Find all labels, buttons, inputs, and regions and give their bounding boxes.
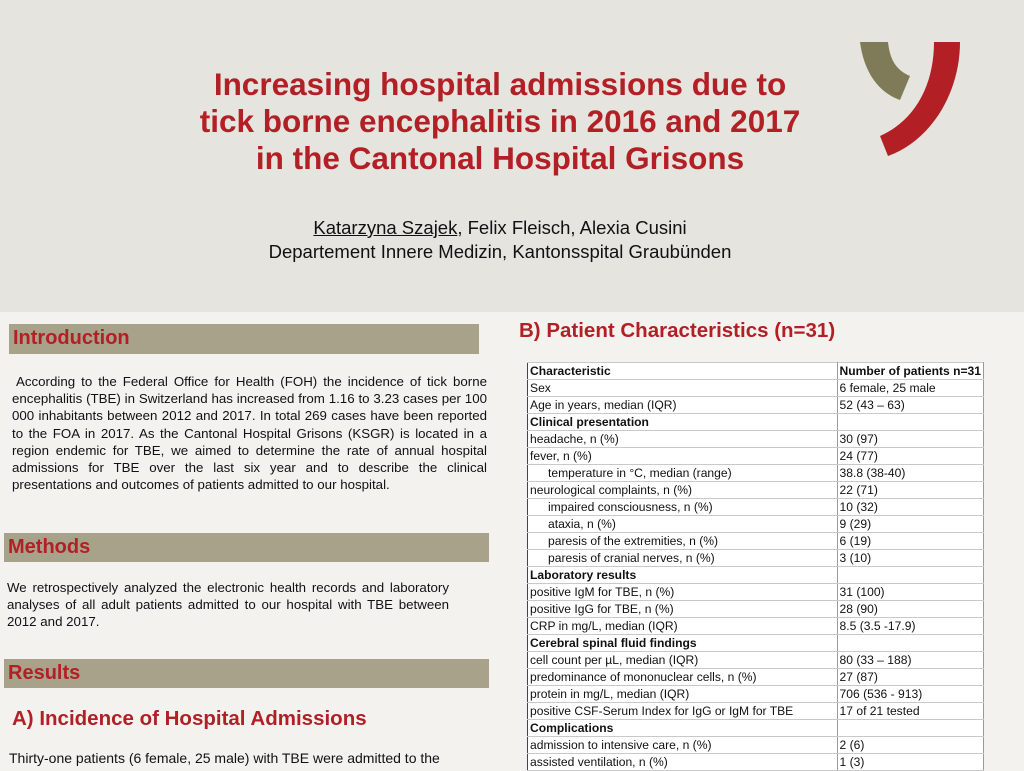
table-row (528, 703, 984, 720)
author-line (120, 216, 880, 240)
table-cell: 38.8 (38-40) (837, 465, 983, 482)
table-row (528, 601, 984, 618)
table-row (528, 499, 984, 516)
table-header-cell: Characteristic (528, 363, 838, 380)
introduction-text: According to the Federal Office for Health (FOH) the incidence of tick borne encephalitis (TBE) in Switzerland has increased from 1.16 to 3.23 cases per 100 000 inhabitants between 2012 and 2017. In total 269 cases have been reported to the FOA in 2017. As the Cantonal Hospital Grisons (KSGR) is located in a region endemic for TBE, we aimed to determine the rate of annual hospital admissions for TBE over the last six year and to describe the clinical presentations and outcomes of patients admitted to our hospital. (12, 374, 487, 493)
table-cell: Sex (528, 380, 838, 397)
table-cell: assisted ventilation, n (%) (528, 754, 838, 771)
table-section-row (528, 635, 984, 652)
table-cell: 9 (29) (837, 516, 983, 533)
results-text: Thirty-one patients (6 female, 25 male) with TBE were admitted to the (9, 750, 440, 766)
affiliation: Departement Innere Medizin, Kantonsspital Graubünden (268, 241, 732, 262)
table-row (528, 448, 984, 465)
table-cell: 6 female, 25 male (837, 380, 983, 397)
patient-characteristics-heading: B) Patient Characteristics (n=31) (519, 319, 836, 342)
table-cell: 1 (3) (837, 754, 983, 771)
table-header-row (528, 363, 984, 380)
table-cell: predominance of mononuclear cells, n (%) (528, 669, 838, 686)
table-cell: 27 (87) (837, 669, 983, 686)
table-row (528, 584, 984, 601)
table-cell: temperature in °C, median (range) (528, 465, 838, 482)
table-row (528, 431, 984, 448)
logo-olive-arc (860, 42, 910, 100)
table-cell: 30 (97) (837, 431, 983, 448)
table-row (528, 380, 984, 397)
table-cell: paresis of cranial nerves, n (%) (528, 550, 838, 567)
table-cell: positive CSF-Serum Index for IgG or IgM for TBE (528, 703, 838, 720)
table-row (528, 465, 984, 482)
introduction-heading-bar (9, 324, 479, 354)
table-row (528, 652, 984, 669)
table-cell: cell count per µL, median (IQR) (528, 652, 838, 669)
methods-heading-bar (4, 533, 489, 562)
table-cell: Clinical presentation (528, 414, 838, 431)
table-header-cell: Number of patients n=31 (837, 363, 983, 380)
table-cell: 17 of 21 tested (837, 703, 983, 720)
table-cell: 8.5 (3.5 -17.9) (837, 618, 983, 635)
title-line: in the Cantonal Hospital Grisons (255, 140, 745, 176)
table-cell: 10 (32) (837, 499, 983, 516)
table-cell: neurological complaints, n (%) (528, 482, 838, 499)
table-cell: 52 (43 – 63) (837, 397, 983, 414)
other-authors: , Felix Fleisch, Alexia Cusini (457, 217, 687, 238)
table-cell: impaired consciousness, n (%) (528, 499, 838, 516)
title-line: tick borne encephalitis in 2016 and 2017 (199, 103, 801, 139)
poster-header (0, 0, 1024, 312)
poster-title (120, 66, 880, 177)
table-cell: protein in mg/L, median (IQR) (528, 686, 838, 703)
table-row (528, 618, 984, 635)
table-row (528, 669, 984, 686)
results-heading: Results (8, 662, 81, 684)
results-heading-bar (4, 659, 489, 688)
table-row (528, 516, 984, 533)
table-cell (837, 635, 983, 652)
table-cell: 22 (71) (837, 482, 983, 499)
incidence-subheading: A) Incidence of Hospital Admissions (12, 707, 367, 730)
table-cell: Complications (528, 720, 838, 737)
patient-characteristics-table (527, 362, 984, 771)
table-cell: 3 (10) (837, 550, 983, 567)
table-cell: admission to intensive care, n (%) (528, 737, 838, 754)
table-row (528, 533, 984, 550)
table-cell (837, 414, 983, 431)
table-cell: Laboratory results (528, 567, 838, 584)
table-cell: positive IgM for TBE, n (%) (528, 584, 838, 601)
table-cell: fever, n (%) (528, 448, 838, 465)
table-cell: paresis of the extremities, n (%) (528, 533, 838, 550)
authors-block (120, 216, 880, 264)
table-cell: 2 (6) (837, 737, 983, 754)
table-cell: 24 (77) (837, 448, 983, 465)
table-row (528, 482, 984, 499)
table-cell: Age in years, median (IQR) (528, 397, 838, 414)
introduction-heading: Introduction (13, 327, 130, 349)
table-cell: 6 (19) (837, 533, 983, 550)
table-cell: 80 (33 – 188) (837, 652, 983, 669)
table-cell: positive IgG for TBE, n (%) (528, 601, 838, 618)
table-cell (837, 720, 983, 737)
table-cell: 28 (90) (837, 601, 983, 618)
methods-text: We retrospectively analyzed the electronic health records and laboratory analyses of all adult patients admitted to our hospital with TBE between 2012 and 2017. (7, 580, 449, 630)
methods-heading: Methods (8, 536, 91, 558)
table-cell: ataxia, n (%) (528, 516, 838, 533)
title-line: Increasing hospital admissions due to (213, 66, 787, 102)
table-row (528, 397, 984, 414)
table-row (528, 737, 984, 754)
table-cell: Cerebral spinal fluid findings (528, 635, 838, 652)
table-section-row (528, 414, 984, 431)
table-row (528, 686, 984, 703)
table-section-row (528, 720, 984, 737)
table-section-row (528, 567, 984, 584)
table-cell (837, 567, 983, 584)
table-cell: headache, n (%) (528, 431, 838, 448)
table-row (528, 550, 984, 567)
table-cell: 706 (536 - 913) (837, 686, 983, 703)
table-cell: CRP in mg/L, median (IQR) (528, 618, 838, 635)
hospital-logo (856, 36, 966, 160)
first-author: Katarzyna Szajek (313, 217, 458, 238)
table-cell: 31 (100) (837, 584, 983, 601)
